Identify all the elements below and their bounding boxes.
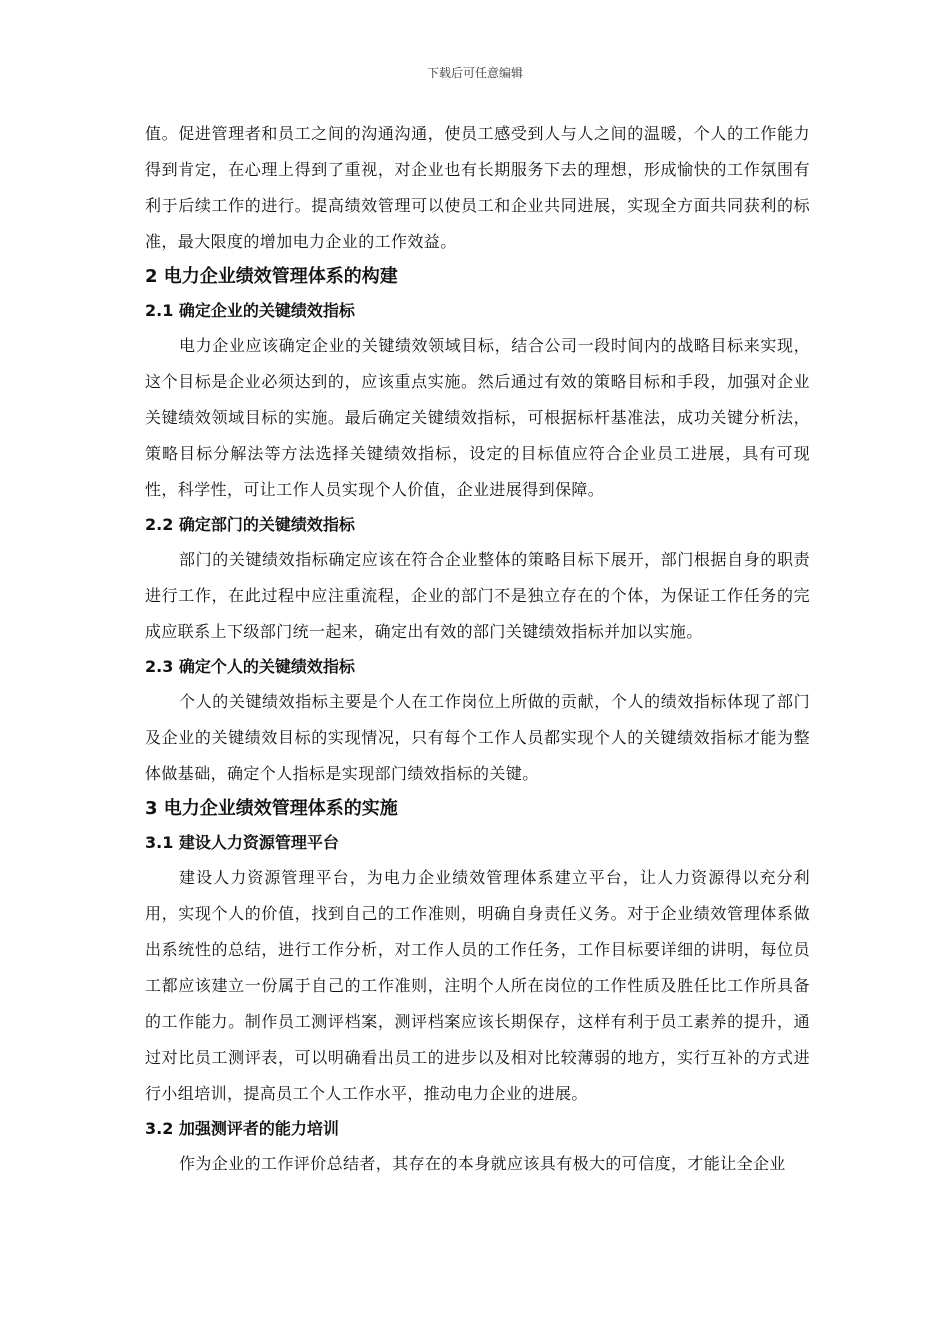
section-3-1-paragraph: 建设人力资源管理平台，为电力企业绩效管理体系建立平台，让人力资源得以充分利用，实现个人的价值，找到自己的工作准则，明确自身责任义务。对于企业绩效管理体系做出系统性的总结，进行工作分析，对工作人员的工作任务，工作目标要详细的讲明，每位员工都应该建立一份属于自己的工作准则，注明个人所在岗位的工作性质及胜任比工作所具备的工作能力。制作员工测评档案，测评档案应该长期保存，这样有利于员工素养的提升，通过对比员工测评表，可以明确看出员工的进步以及相对比较薄弱的地方，实行互补的方式进行小组培训，提高员工个人工作水平，推动电力企业的进展。 [145, 868, 810, 1103]
section-3-heading: 3 电力企业绩效管理体系的实施 [145, 798, 398, 819]
document-body [145, 116, 810, 1182]
section-3-2-paragraph: 作为企业的工作评价总结者，其存在的本身就应该具有极大的可信度，才能让全企业 [179, 1154, 786, 1173]
section-3-2-heading: 3.2 加强测评者的能力培训 [145, 1119, 339, 1138]
section-3-1-heading: 3.1 建设人力资源管理平台 [145, 833, 339, 852]
section-2-1-heading: 2.1 确定企业的关键绩效指标 [145, 301, 355, 320]
section-2-2-paragraph: 部门的关键绩效指标确定应该在符合企业整体的策略目标下展开，部门根据自身的职责进行工作，在此过程中应注重流程，企业的部门不是独立存在的个体，为保证工作任务的完成应联系上下级部门统一起来，确定出有效的部门关键绩效指标并加以实施。 [145, 550, 810, 641]
page-header: 下载后可任意编辑 [426, 66, 523, 80]
section-2-3-heading: 2.3 确定个人的关键绩效指标 [145, 657, 355, 676]
section-2-heading: 2 电力企业绩效管理体系的构建 [145, 266, 398, 287]
section-2-1-paragraph: 电力企业应该确定企业的关键绩效领域目标，结合公司一段时间内的战略目标来实现，这个目标是企业必须达到的，应该重点实施。然后通过有效的策略目标和手段，加强对企业关键绩效领域目标的实施。最后确定关键绩效指标，可根据标杆基准法，成功关键分析法，策略目标分解法等方法选择关键绩效指标，设定的目标值应符合企业员工进展，具有可现性，科学性，可让工作人员实现个人价值，企业进展得到保障。 [145, 336, 810, 499]
intro-paragraph: 值。促进管理者和员工之间的沟通沟通，使员工感受到人与人之间的温暖，个人的工作能力得到肯定，在心理上得到了重视，对企业也有长期服务下去的理想，形成愉快的工作氛围有利于后续工作的进行。提高绩效管理可以使员工和企业共同进展，实现全方面共同获利的标准，最大限度的增加电力企业的工作效益。 [145, 124, 810, 251]
section-2-3-paragraph: 个人的关键绩效指标主要是个人在工作岗位上所做的贡献，个人的绩效指标体现了部门及企业的关键绩效目标的实现情况，只有每个工作人员都实现个人的关键绩效指标才能为整体做基础，确定个人指标是实现部门绩效指标的关键。 [145, 692, 810, 783]
section-2-2-heading: 2.2 确定部门的关键绩效指标 [145, 515, 355, 534]
